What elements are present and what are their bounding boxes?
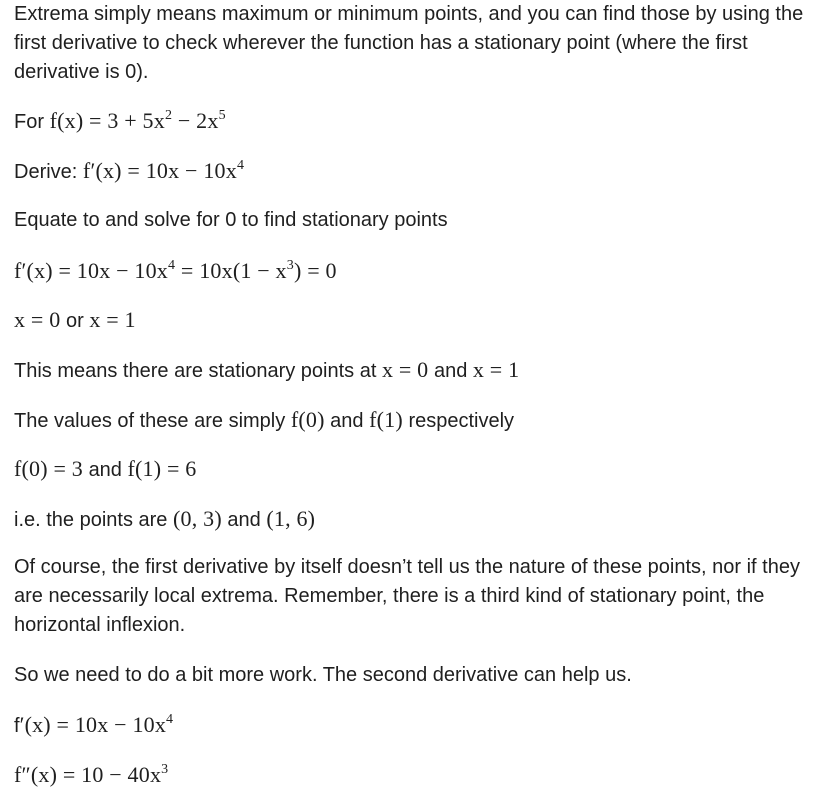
first-derivative-recap: $f'(x) = 10x - 10x^4$	[14, 712, 174, 737]
more-work-line: So we need to do a bit more work. The second derivative can help us.	[14, 664, 632, 686]
function-values-line: f(0) = 3 and f(1) = 6	[14, 456, 197, 481]
function-formula: $f(x) = 3 + 5x^2 - 2x^5$	[49, 108, 226, 133]
values-line: The values of these are simply f(0) and f(1) respectively	[14, 407, 515, 432]
derive-label: Derive:	[14, 161, 78, 183]
or-word: or	[65, 310, 84, 332]
second-derivative-formula: $f''(x) = 10 - 40x^3$	[14, 762, 169, 787]
intro-paragraph: Extrema simply means maximum or minimum points, and you can find those by using the first derivative to check wherever the function has a stationary point (where the first derivative is 0).	[14, 3, 804, 83]
stationary-points-line: This means there are stationary points at x = 0 and x = 1	[14, 357, 520, 382]
points-line: i.e. the points are (0, 3) and (1, 6)	[14, 506, 316, 531]
derivative-line	[14, 156, 807, 187]
factorised-equation: $f'(x) = 10x - 10x^4 = 10x(1 - x^3) = 0$	[14, 258, 337, 283]
for-label: For	[14, 111, 44, 133]
root-x0: x = 0	[14, 307, 61, 332]
first-derivative-formula: $f'(x) = 10x - 10x^4$	[82, 158, 245, 183]
root-x1: x = 1	[89, 307, 136, 332]
equate-instruction: Equate to and solve for 0 to find stationary points	[14, 209, 448, 231]
nature-paragraph: Of course, the first derivative by itself doesn’t tell us the nature of these points, nor if they are necessarily local extrema. Remember, there is a third kind of stationary point, the horizontal inflexion.	[14, 556, 800, 636]
function-definition-line	[14, 106, 807, 137]
roots-line	[14, 305, 807, 336]
